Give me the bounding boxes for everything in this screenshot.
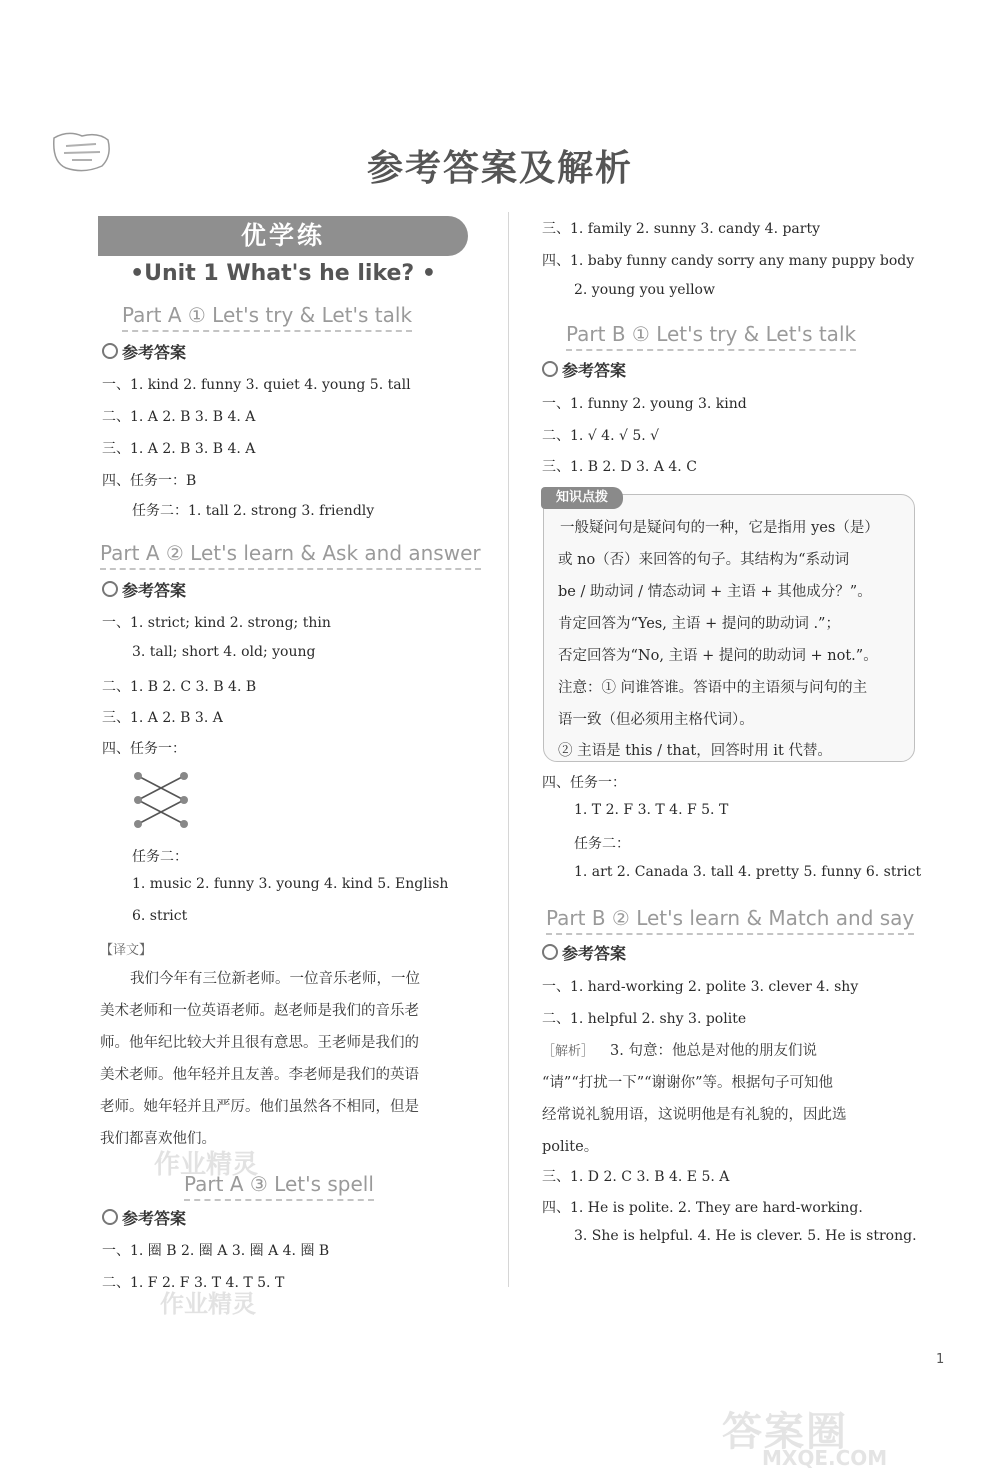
answer-line: 1. art 2. Canada 3. tall 4. pretty 5. funny 6. strict xyxy=(574,864,922,880)
answer-line: 一、1. kind 2. funny 3. quiet 4. young 5. tall xyxy=(102,377,411,393)
answer-line: 二、1. A 2. B 3. B 4. A xyxy=(102,409,256,425)
knowledge-line: 注意：① 问谁答谁。答语中的主语须与问句的主 xyxy=(558,680,868,696)
matching-diagram xyxy=(128,766,194,832)
answer-line: 一、1. strict; kind 2. strong; thin xyxy=(102,615,331,631)
knowledge-line: 语一致（但必须用主格代词）。 xyxy=(558,712,754,728)
answer-line: 三、1. B 2. D 3. A 4. C xyxy=(542,459,697,475)
magnifier-icon xyxy=(102,581,118,597)
part-a1-heading: Part A ① Let's try & Let's talk xyxy=(122,303,412,332)
answer-line: 任务二： xyxy=(132,849,188,865)
answer-line: 1. music 2. funny 3. young 4. kind 5. English xyxy=(132,876,449,892)
answer-line: 四、1. He is polite. 2. They are hard-working. xyxy=(542,1200,863,1216)
answer-line: 二、1. F 2. F 3. T 4. T 5. T xyxy=(102,1275,285,1291)
section-banner: 优学练 xyxy=(98,216,468,256)
page-title: 参考答案及解析 xyxy=(366,148,633,189)
translation-line: 美术老师和一位英语老师。赵老师是我们的音乐老 xyxy=(100,1003,419,1019)
answer-line: 任务二： xyxy=(574,836,630,852)
knowledge-line: be / 助动词 / 情态动词 + 主语 + 其他成分？”。 xyxy=(558,584,872,600)
answer-line: 二、1. helpful 2. shy 3. polite xyxy=(542,1011,747,1027)
answer-label: 参考答案 xyxy=(102,1206,186,1229)
answer-line: 三、1. A 2. B 3. A xyxy=(102,710,223,726)
answer-line: 三、1. A 2. B 3. B 4. A xyxy=(102,441,256,457)
faint-watermark: 作业精灵 xyxy=(160,1290,256,1318)
answer-line: 3. She is helpful. 4. He is clever. 5. He is strong. xyxy=(574,1228,917,1244)
answer-line: 一、1. funny 2. young 3. kind xyxy=(542,396,747,412)
translation-line: 我们都喜欢他们。 xyxy=(100,1131,216,1147)
answer-line: 2. young you yellow xyxy=(574,282,715,298)
magnifier-icon xyxy=(542,361,558,377)
unit-title: •Unit 1 What's he like? • xyxy=(130,261,436,286)
analysis-line: 经常说礼貌用语，这说明他是有礼貌的，因此选 xyxy=(542,1107,847,1123)
answer-line: 二、1. B 2. C 3. B 4. B xyxy=(102,679,257,695)
watermark-url: MXQE.COM xyxy=(762,1446,888,1470)
translation-tag: 【译文】 xyxy=(100,943,153,958)
answer-line: 一、1. hard-working 2. polite 3. clever 4. shy xyxy=(542,979,859,995)
translation-line: 老师。她年轻并且严厉。他们虽然各不相同，但是 xyxy=(100,1099,419,1115)
answer-line: 6. strict xyxy=(132,908,188,924)
knowledge-line: 一般疑问句是疑问句的一种，它是指用 yes（是） xyxy=(560,520,879,536)
part-b1-heading: Part B ① Let's try & Let's talk xyxy=(566,322,856,351)
answer-label: 参考答案 xyxy=(542,358,626,381)
knowledge-line: 或 no（否）来回答的句子。其结构为“系动词 xyxy=(558,552,850,568)
faint-watermark: 作业精灵 xyxy=(154,1150,259,1180)
analysis-line: “请”“打扰一下”“谢谢你”等。根据句子可知他 xyxy=(542,1075,833,1091)
knowledge-line: 否定回答为“No, 主语 + 提问的助动词 + not.”。 xyxy=(558,648,878,664)
translation-line: 美术老师。他年轻并且友善。李老师是我们的英语 xyxy=(100,1067,419,1083)
answer-line: 一、1. 圈 B 2. 圈 A 3. 圈 A 4. 圈 B xyxy=(102,1243,330,1259)
answer-line: 三、1. D 2. C 3. B 4. E 5. A xyxy=(542,1169,730,1185)
translation-line: 我们今年有三位新老师。一位音乐老师，一位 xyxy=(130,971,420,987)
answer-line: 3. tall; short 4. old; young xyxy=(132,644,316,660)
magnifier-icon xyxy=(102,1209,118,1225)
part-a3-heading: Part A ③ Let's spell xyxy=(184,1172,374,1201)
part-a2-heading: Part A ② Let's learn & Ask and answer xyxy=(100,541,481,570)
answer-label: 参考答案 xyxy=(102,578,186,601)
analysis-line: 3. 句意：他总是对他的朋友们说 xyxy=(610,1043,817,1059)
answer-line: 四、任务一： xyxy=(102,741,186,757)
column-divider xyxy=(508,212,509,1287)
answer-line: 二、1. √ 4. √ 5. √ xyxy=(542,428,660,444)
answer-line: 三、1. family 2. sunny 3. candy 4. party xyxy=(542,221,821,237)
answer-line: 四、任务一：B xyxy=(102,473,197,489)
translation-line: 师。他年纪比较大并且很有意思。王老师是我们的 xyxy=(100,1035,419,1051)
answer-line: 1. T 2. F 3. T 4. F 5. T xyxy=(574,802,729,818)
answer-label: 参考答案 xyxy=(542,941,626,964)
knowledge-line: ② 主语是 this / that，回答时用 it 代替。 xyxy=(558,743,832,759)
page-number: 1 xyxy=(936,1352,945,1367)
answer-line: 任务二：1. tall 2. strong 3. friendly xyxy=(132,503,375,519)
knowledge-line: 肯定回答为“Yes, 主语 + 提问的助动词 .”； xyxy=(558,616,840,632)
magnifier-icon xyxy=(102,343,118,359)
knowledge-tag: 知识点拨 xyxy=(541,487,623,509)
answer-label: 参考答案 xyxy=(102,340,186,363)
answer-line: 四、任务一： xyxy=(542,775,626,791)
analysis-line: polite。 xyxy=(542,1139,599,1155)
answer-line: 四、1. baby funny candy sorry any many puppy body xyxy=(542,253,915,269)
part-b2-heading: Part B ② Let's learn & Match and say xyxy=(546,906,914,935)
watermark-logo: 答案圈 xyxy=(722,1409,848,1455)
magnifier-icon xyxy=(542,944,558,960)
analysis-tag: ［解析］ xyxy=(542,1044,595,1059)
